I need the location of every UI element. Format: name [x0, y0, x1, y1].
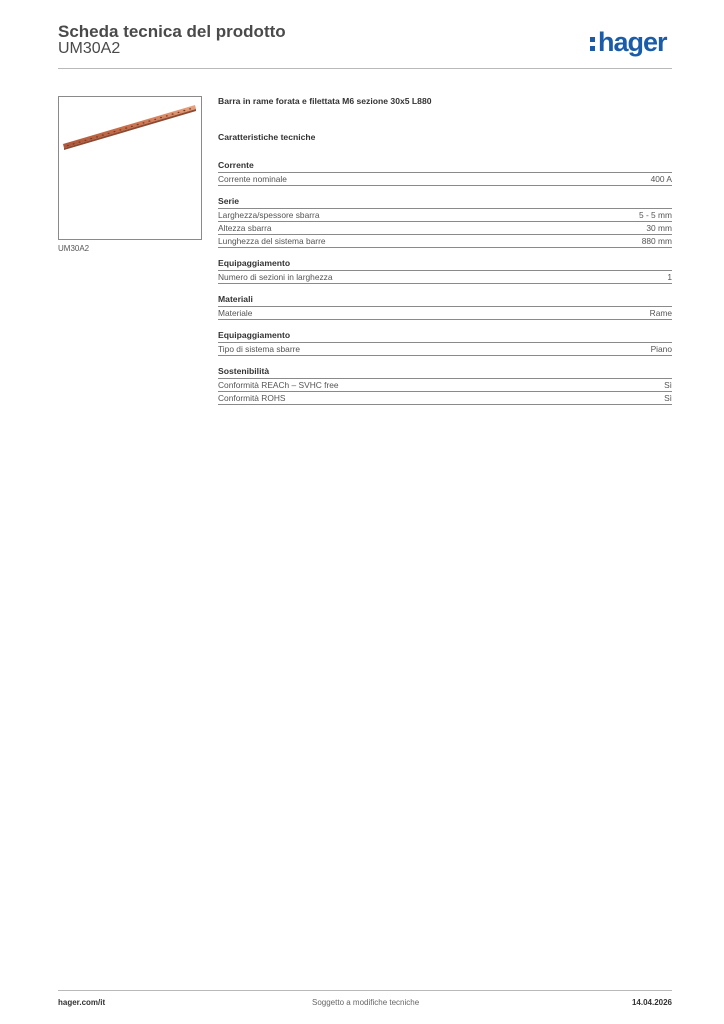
spec-value: Piano — [650, 344, 672, 354]
section-title: Corrente — [218, 160, 254, 170]
spec-row — [218, 391, 672, 405]
busbar-hole — [154, 119, 156, 120]
spec-sections — [218, 160, 672, 405]
spec-rows — [218, 172, 672, 186]
busbar-hole — [189, 108, 191, 109]
spec-value: 1 — [667, 272, 672, 282]
busbar-hole — [178, 112, 180, 113]
busbar-hole — [172, 113, 174, 114]
spec-row — [218, 378, 672, 391]
spec-label: Corrente nominale — [218, 174, 287, 184]
busbar-hole — [96, 136, 98, 137]
busbar-hole — [108, 133, 110, 134]
busbar-hole — [160, 117, 162, 118]
spec-label: Larghezza/spessore sbarra — [218, 210, 320, 220]
spec-rows — [218, 270, 672, 284]
section-title: Materiali — [218, 294, 253, 304]
spec-value: 30 mm — [646, 223, 672, 233]
busbar-hole — [67, 145, 69, 146]
busbar-hole — [79, 141, 81, 142]
spec-section — [218, 366, 672, 405]
spec-section — [218, 196, 672, 248]
spec-row — [218, 221, 672, 234]
busbar-hole — [102, 134, 104, 135]
header-divider — [58, 68, 672, 69]
spec-value: 880 mm — [641, 236, 672, 246]
spec-row — [218, 172, 672, 186]
spec-label: Tipo di sistema sbarre — [218, 344, 301, 354]
spec-label: Conformità ROHS — [218, 393, 286, 403]
spec-label: Conformità REACh – SVHC free — [218, 380, 339, 390]
image-caption: UM30A2 — [58, 244, 90, 253]
busbar-hole — [73, 143, 75, 144]
logo-text: hager — [598, 26, 667, 57]
product-description: Barra in rame forata e filettata M6 sezione 30x5 L880 — [218, 96, 432, 106]
product-image — [58, 96, 202, 240]
busbar-hole — [137, 124, 139, 125]
busbar-hole — [148, 120, 150, 121]
spec-section — [218, 330, 672, 356]
spec-section — [218, 258, 672, 284]
section-title: Equipaggiamento — [218, 330, 291, 340]
spec-row — [218, 306, 672, 320]
footer-website: hager.com/it — [58, 998, 106, 1007]
busbar-hole — [183, 110, 185, 111]
spec-rows — [218, 306, 672, 320]
spec-row — [218, 208, 672, 221]
spec-section — [218, 160, 672, 186]
spec-rows — [218, 208, 672, 248]
page-title: Scheda tecnica del prodotto — [58, 22, 286, 41]
spec-value: Sì — [664, 393, 672, 403]
spec-rows — [218, 342, 672, 356]
product-code: UM30A2 — [58, 40, 121, 57]
spec-value: 5 - 5 mm — [638, 210, 672, 220]
section-title: Equipaggiamento — [218, 258, 291, 268]
spec-value: Sì — [664, 380, 672, 390]
busbar-hole — [114, 131, 116, 132]
spec-section — [218, 294, 672, 320]
footer-date: 14.04.2026 — [631, 998, 672, 1007]
busbar-hole — [166, 115, 168, 116]
spec-rows — [218, 378, 672, 405]
footer-note: Soggetto a modifiche tecniche — [312, 998, 420, 1007]
busbar-hole — [90, 138, 92, 139]
footer-divider — [58, 990, 672, 991]
copper-busbar-image — [59, 97, 201, 239]
spec-label: Lunghezza del sistema barre — [218, 236, 326, 246]
spec-row — [218, 342, 672, 356]
spec-row — [218, 234, 672, 248]
spec-label: Materiale — [218, 308, 253, 318]
spec-row — [218, 270, 672, 284]
section-title: Sostenibilità — [218, 366, 270, 376]
busbar-hole — [143, 122, 145, 123]
spec-label: Altezza sbarra — [218, 223, 272, 233]
tech-heading: Caratteristiche tecniche — [218, 132, 316, 142]
hager-logo — [590, 27, 667, 57]
busbar-hole — [119, 129, 121, 130]
busbar-hole — [131, 126, 133, 127]
spec-label: Numero di sezioni in larghezza — [218, 272, 333, 282]
spec-value: Rame — [649, 308, 672, 318]
section-title: Serie — [218, 196, 240, 206]
specifications — [218, 96, 672, 415]
spec-value: 400 A — [650, 174, 672, 184]
logo-dots-icon — [590, 37, 595, 51]
busbar-hole — [125, 127, 127, 128]
busbar-hole — [84, 140, 86, 141]
